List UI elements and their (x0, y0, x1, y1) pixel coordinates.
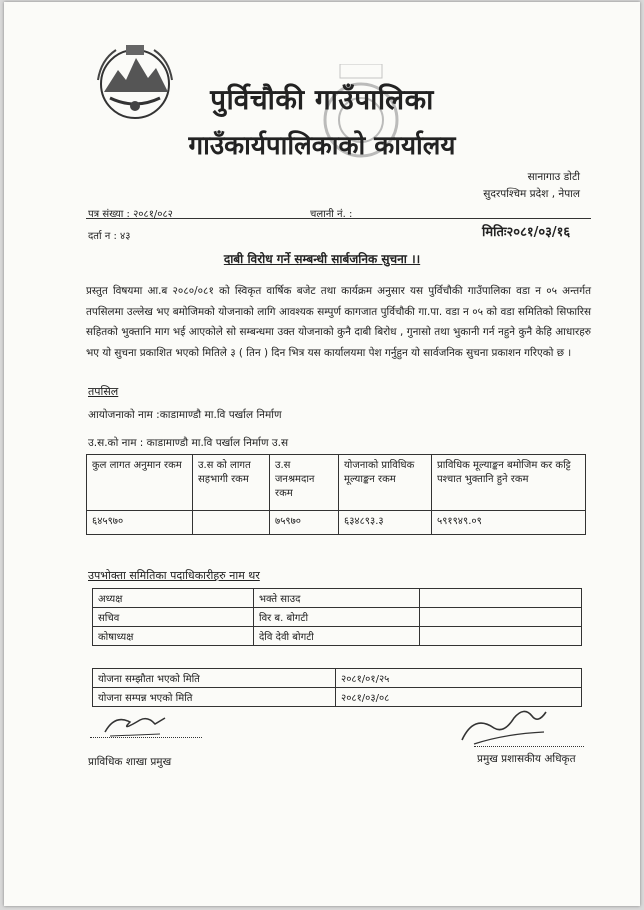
committee-name: उ.स.को नाम : काडामाण्डौ मा.वि पर्खाल निर्माण उ.स (88, 437, 289, 449)
signature-cell (420, 627, 582, 646)
office-subtitle: गाउँकार्यपालिकाको कार्यालय (188, 131, 456, 161)
table-cell: ६४५९७० (87, 511, 193, 535)
date-value-cell: २०८१/०१/२५ (336, 669, 582, 688)
document-page (4, 2, 640, 906)
date-label-cell: योजना सम्झौता भएको मिति (93, 669, 336, 688)
date-value-cell: २०८१/०३/०८ (336, 688, 582, 707)
tapsil-heading: तपसिल (88, 385, 119, 398)
officials-table (92, 588, 582, 646)
letter-number: पत्र संख्या : २०८१/०८२ (88, 209, 173, 220)
left-signature-icon (100, 712, 170, 740)
table-header-cell: प्राविधिक मूल्याङ्कन बमोजिम कर कट्टि पश्चात भुक्तानि हुने रकम (432, 455, 586, 511)
left-signature-line (90, 737, 202, 738)
table-header-cell: उ.स जनश्रमदान रकम (270, 455, 339, 511)
name-cell: विर ब. बोगटी (254, 608, 420, 627)
notice-date: मितिः२०८१/०३/१६ (482, 225, 571, 240)
office-title: पुर्विचौकी गाउँपालिका (210, 83, 434, 116)
notice-subject: दाबी विरोध गर्ने सम्बन्धी सार्बजनिक सुचना ।। (223, 252, 421, 266)
signature-cell (420, 589, 582, 608)
table-cell: ७५९७० (270, 511, 339, 535)
address-line-2: सुदरपश्चिम प्रदेश , नेपाल (483, 188, 580, 200)
cost-table (86, 454, 586, 535)
table-row (87, 511, 586, 535)
address-line-1: सानागाउ डोटी (527, 171, 580, 183)
left-signature-label: प्राविधिक शाखा प्रमुख (88, 756, 172, 768)
signature-cell (420, 608, 582, 627)
table-cell (193, 511, 270, 535)
role-cell: सचिव (93, 608, 254, 627)
table-header-cell: कुल लागत अनुमान रकम (87, 455, 193, 511)
project-name: आयोजनाको नाम :काडामाण्डौ मा.वि पर्खाल निर्माण (88, 409, 282, 421)
registration-number: दर्ता न : ४३ (88, 231, 131, 242)
officials-heading: उपभोक्ता समितिका पदाधिकारीहरु नाम थर (88, 569, 260, 582)
dates-table (92, 668, 582, 707)
table-cell: ६३४८९३.३ (339, 511, 432, 535)
table-row (93, 608, 582, 627)
right-signature-icon (454, 704, 554, 750)
table-row (93, 627, 582, 646)
right-signature-label: प्रमुख प्रशासकीय अधिकृत (477, 753, 576, 765)
name-cell: भक्ते साउद (254, 589, 420, 608)
table-cell: ५९१९४९.०९ (432, 511, 586, 535)
notice-body: प्रस्तुत विषयमा आ.ब २०८०/०८१ को स्विकृत वार्षिक बजेट तथा कार्यक्रम अनुसार यस पुर्विचौकी गाउँपालिका वडा न ०५ अन्तर्गत तपसिलमा उल्लेख भए बमोजिमको योजनाको लागि आवश्यक सम्पुर्ण कागजात पुर्विचौकी गा.पा. वडा न ०५ को वडा समितिको सिफारिस सहितको भुक्तानि माग भई आएकोले सो सम्बन्धमा उक्त योजनाको कुनै दाबी बिरोध , गुनासो तथा भुकानी गर्न नहुने कुनै केहि आधारहरु भए यो सुचना प्रकाशित भएको मितिले ३ ( तिन ) दिन भित्र यस कार्यालयमा पेश गर्नुहुन यो सार्वजनिक सुचना प्रकाशन गरिएको छ । (86, 285, 591, 359)
role-cell: कोषाध्यक्ष (93, 627, 254, 646)
role-cell: अध्यक्ष (93, 589, 254, 608)
right-signature-line (474, 746, 584, 747)
table-header-cell: योजनाको प्राविधिक मूल्याङ्कन रकम (339, 455, 432, 511)
header-divider (86, 218, 591, 219)
dispatch-number: चलानी नं. : (310, 209, 353, 220)
table-row (93, 589, 582, 608)
table-header-cell: उ.स को लागत सहभागी रकम (193, 455, 270, 511)
name-cell: देवि देवी बोगटी (254, 627, 420, 646)
table-row (93, 669, 582, 688)
date-label-cell: योजना सम्पन्न भएको मिति (93, 688, 336, 707)
table-header-row (87, 455, 586, 511)
